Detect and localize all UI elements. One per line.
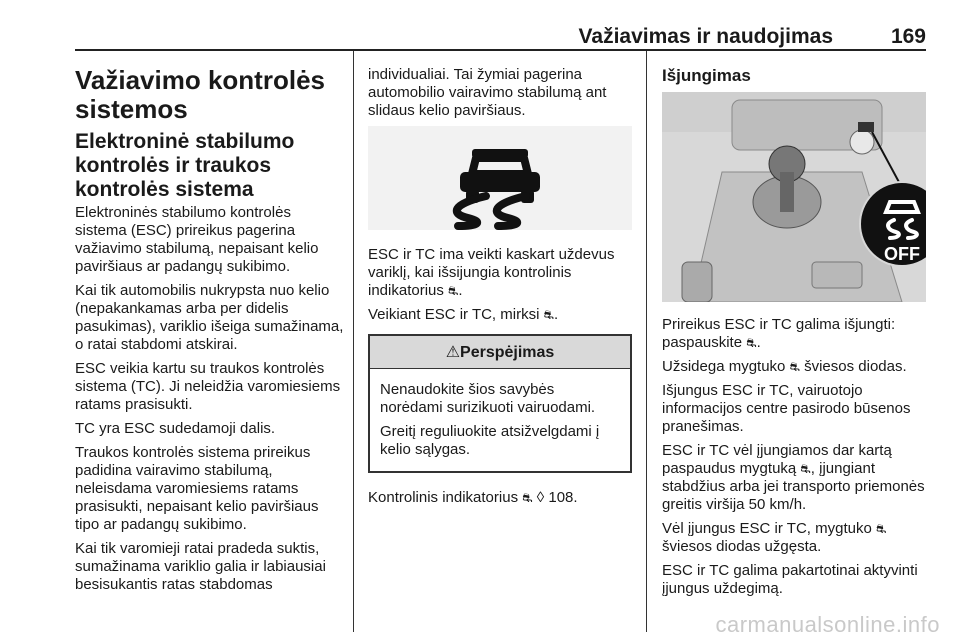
paragraph: Elektroninės stabilumo kontrolės sistema (ESC) prireikus pagerina važiavimo stabilumą, nepaisant kelio paviršiaus ar padangų sukibimo. [75,204,319,275]
subsection-title: Elektroninė stabilumo kontrolės ir traukos kontrolės sistema [75,130,295,201]
column-divider-2 [646,51,647,632]
paragraph: ESC ir TC vėl įjungiamos dar kartą paspaudus mygtuką ⛐, įjungiant stabdžius arba jei transporto priemonės greitis viršija 50 km/h. [662,442,925,513]
warning-text: Nenaudokite šios savybės norėdami surizikuoti vairuodami. [380,381,596,416]
paragraph: Traukos kontrolės sistema prireikus padidina vairavimo stabilumą, neleisdama varomiesiems ratams prasisukti, nepaisant kelio paviršiaus tipo ar padangų sukibimo. [75,444,319,533]
warning-box [368,334,632,473]
paragraph: Kai tik automobilis nukrypsta nuo kelio (nepakankamas arba per didelis pasukimas), variklio išeiga sumažinama, o ratai stabdomi atskirai. [75,282,344,353]
paragraph: Kai tik varomieji ratai pradeda suktis, sumažinama variklio galia ir labiausiai besisukantis ratas stabdomas [75,540,326,593]
paragraph: Prireikus ESC ir TC galima išjungti: paspauskite ⛐. [662,316,896,351]
subsection-title: Išjungimas [662,66,751,85]
column-1 [75,56,345,600]
page-number: 169 [890,25,926,48]
paragraph: TC yra ESC sudedamoji dalis. [75,420,276,437]
esc-skid-icon [368,126,632,230]
esc-indicator-icon: ⛐ [522,491,533,505]
warning-text: Greitį reguliuokite atsižvelgdami į kelio sąlygas. [380,423,600,458]
paragraph: Veikiant ESC ir TC, mirksi ⛐. [368,306,559,323]
center-console-illustration [662,92,926,302]
paragraph: Išjungus ESC ir TC, vairuotojo informacijos centre pasirodo būsenos pranešimas. [662,382,911,435]
column-2 [368,56,632,513]
column-3 [662,56,926,604]
header-title: Važiavimas ir naudojimas [578,25,833,48]
paragraph: ESC ir TC ima veikti kaskart uždevus variklį, kai išsijungia kontrolinis indikatorius ⛐. [368,246,615,299]
paragraph: ESC ir TC galima pakartotinai aktyvinti įjungus uždegimą. [662,562,918,597]
column-divider-1 [353,51,354,632]
watermark: carmanualsonline.info [715,612,940,637]
warning-header [370,336,630,369]
console-photo-figure [662,92,926,302]
header-rule [75,49,926,51]
paragraph: Kontrolinis indikatorius ⛐ ◊ 108. [368,489,578,506]
paragraph: Užsidega mygtuko ⛐ šviesos diodas. [662,358,907,375]
warning-triangle-icon: ⚠ [445,344,461,361]
esc-off-button-icon: ⛐ [789,360,800,374]
esc-symbol-figure [368,126,632,230]
section-title: Važiavimo kontrolės sistemos [75,65,325,124]
paragraph: ESC veikia kartu su traukos kontrolės sistema (TC). Ji neleidžia varomiesiems ratams prasisukti. [75,360,341,413]
esc-indicator-icon: ⛐ [448,284,459,298]
paragraph: Vėl įjungus ESC ir TC, mygtuko ⛐ šviesos diodas užgęsta. [662,520,887,555]
warning-body [370,369,630,471]
esc-off-button-icon: ⛐ [875,522,887,536]
off-label: OFF [884,244,920,264]
warning-title: Perspėjimas [460,344,555,361]
esc-indicator-icon: ⛐ [543,308,554,322]
paragraph: individualiai. Tai žymiai pagerina automobilio vairavimo stabilumą ant slidaus kelio paviršiaus. [368,66,607,119]
esc-off-button-icon: ⛐ [746,336,757,350]
esc-off-button-icon: ⛐ [800,462,811,476]
